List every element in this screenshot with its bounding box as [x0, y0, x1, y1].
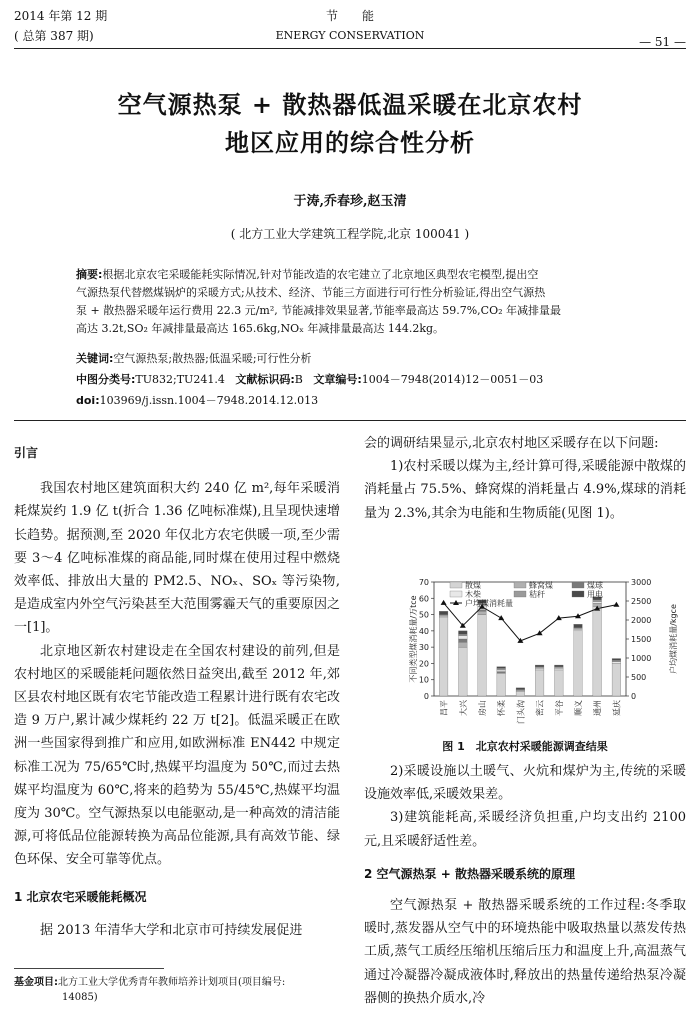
- bar-segment: [535, 668, 544, 670]
- bar-segment: [612, 662, 621, 664]
- category-label: 顺义: [574, 700, 583, 716]
- doc-code-label: 文献标识码:: [235, 373, 295, 386]
- category-label: 密云: [535, 700, 545, 716]
- bar-segment: [458, 639, 467, 642]
- clc-label: 中图分类号:: [76, 373, 136, 386]
- category-label: 平谷: [554, 700, 564, 716]
- bar-segment: [458, 634, 467, 636]
- left-column: [14, 442, 340, 942]
- bar-segment: [554, 665, 563, 667]
- legend-swatch: [572, 591, 584, 597]
- bar-segment: [574, 629, 583, 631]
- right-tick-label: 1500: [631, 635, 652, 644]
- right-tick-label: 3000: [631, 578, 652, 587]
- bar-segment: [497, 667, 506, 669]
- article-number-value: 1004－7948(2014)12－0051－03: [361, 373, 544, 386]
- section-1-heading: 1 北京农宅采暖能耗概况: [14, 889, 147, 904]
- intro-heading: 引言: [14, 446, 39, 460]
- keywords-label: 关键词:: [76, 352, 114, 365]
- affiliation: ( 北方工业大学建筑工程学院,北京 100041 ): [230, 227, 470, 241]
- funding-footnote: [14, 975, 344, 1005]
- legend-label: 木柴: [465, 590, 481, 599]
- bar-segment: [535, 667, 544, 669]
- right-tick-label: 1000: [631, 654, 652, 663]
- keywords: [76, 350, 636, 368]
- header-rule: [14, 48, 686, 49]
- category-label: 昌平: [439, 700, 449, 716]
- figure-1-caption: 图 1 北京农村采暖能源调查结果: [442, 740, 608, 753]
- figure-1-chart: [364, 578, 686, 740]
- legend-swatch: [572, 582, 584, 588]
- abstract-line1: 根据北京农宅采暖能耗实际情况,针对节能改造的农宅建立了北京地区典型农宅模型,提出空: [102, 268, 539, 281]
- right-tick-label: 0: [631, 692, 637, 701]
- right-item-1: 1)农村采暖以煤为主,经计算可得,采暖能源中散煤的消耗量占 75.5%、蜂窝煤的消耗量占 4.9%,煤球的消耗量为 2.3%,其余为电能和生物质能(见图 1)。: [364, 459, 686, 521]
- bar-segment: [593, 600, 602, 602]
- legend-label: 散煤: [465, 581, 481, 590]
- category-label: 怀柔: [497, 700, 507, 716]
- doi-value: 103969/j.issn.1004－7948.2014.12.013: [99, 394, 319, 407]
- intro-paragraph-2: 北京地区新农村建设走在全国农村建设的前列,但是农村地区的采暖能耗问题依然日益突出,截至 2012 年,郊区县农村地区既有农宅节能改造工程累计进行既有农宅改造 9 万户,累计减少煤耗约 22 万 t[2]。低温采暖正在欧洲一些国家得到推广和应用,如欧洲标准 EN442 中规定标准工况为 75/65℃时,热媒平均温度为 50℃,而过去热媒平均温度为 60℃,将来的趋势为 55/45℃,热媒平均温度为 30℃。空气源热泵以电能驱动,是一种高效的清洁能源,可将低品位能源转换为高品位能源,具有高效节能、绿色环保、安全可靠等优点。: [14, 643, 340, 868]
- legend-label: 户均煤消耗量: [465, 599, 513, 608]
- left-tick-label: 20: [418, 659, 429, 669]
- funding-label: 基金项目:: [14, 977, 58, 988]
- bar-segment: [439, 611, 448, 614]
- bar-segment: [458, 647, 467, 696]
- line-point: [613, 602, 619, 607]
- page-number: — 51 —: [639, 35, 686, 49]
- abstract-label: 摘要:: [76, 268, 103, 281]
- bar-segment: [497, 670, 506, 672]
- section-2-paragraph: 空气源热泵 + 散热器采暖系统的工作过程:冬季取暖时,蒸发器从空气中的环境热能中吸取热量以蒸发传热工质,蒸气工质经压缩机压缩后压力和温度上升,高温蒸气通过冷凝器冷凝成液体时,释放出的热量传递给热泵冷凝器侧的换热介质水,冷: [364, 898, 686, 1006]
- left-axis-label: 不同类型煤消耗量/万tce: [409, 595, 418, 683]
- category-label: 通州: [593, 700, 603, 716]
- line-series: [444, 603, 617, 641]
- category-label: 门头沟: [516, 700, 526, 724]
- bar-segment: [439, 618, 448, 696]
- legend-swatch: [514, 591, 526, 597]
- doi: [76, 392, 636, 410]
- journal-issue: 2014 年第 12 期: [14, 9, 108, 23]
- line-point: [441, 600, 447, 605]
- bar-segment: [554, 670, 563, 696]
- clc-value: TU832;TU241.4: [135, 373, 225, 386]
- right-item-2: 2)采暖设施以土暖气、火炕和煤炉为主,传统的采暖设施效率低,采暖效果差。: [364, 764, 686, 803]
- bar-segment: [574, 631, 583, 696]
- left-tick-label: 70: [418, 578, 429, 587]
- bar-segment: [612, 663, 621, 696]
- funding-text: 北方工业大学优秀青年教师培养计划项目(项目编号:: [58, 977, 286, 988]
- bar-segment: [535, 665, 544, 667]
- left-tick-label: 10: [418, 675, 429, 685]
- section-1-paragraph: 据 2013 年清华大学和北京市可持续发展促进: [40, 922, 303, 938]
- bar-segment: [478, 611, 487, 614]
- paper-title-line1: 空气源热泵 + 散热器低温采暖在北京农村: [117, 90, 583, 119]
- legend-swatch: [514, 582, 526, 588]
- bar-segment: [458, 642, 467, 647]
- right-tick-label: 2000: [631, 616, 652, 625]
- bar-segment: [516, 689, 525, 691]
- bar-segment: [593, 606, 602, 696]
- paper-title-line2: 地区应用的综合性分析: [225, 128, 475, 157]
- bar-segment: [574, 624, 583, 627]
- footnote-rule: [14, 968, 164, 969]
- bar-segment: [612, 659, 621, 661]
- section-2-heading: 2 空气源热泵 + 散热器采暖系统的原理: [364, 866, 575, 881]
- bar-segment: [439, 616, 448, 618]
- bar-segment: [458, 636, 467, 639]
- right-tick-label: 500: [631, 673, 647, 682]
- category-label: 延庆: [612, 700, 622, 716]
- legend-swatch: [450, 591, 462, 597]
- bar-segment: [554, 668, 563, 670]
- journal-name-en: ENERGY CONSERVATION: [275, 29, 425, 42]
- intro-paragraph-1: 我国农村地区建筑面积大约 240 亿 m²,每年采暖消耗煤炭约 1.9 亿 t(折合 1.36 亿吨标准煤),且呈现快速增长趋势。据预测,至 2020 年仅北方农宅供暖一项,至少需要 3～4 亿吨标准煤的商品能,同时煤在使用过程中燃烧效率低、排放出大量的 PM2.5、NOₓ、SOₓ 等污染物,是造成室内外空气污染甚至大范围雾霾天气的重要原因之一[1]。: [14, 481, 340, 636]
- right-column-top: [364, 432, 686, 525]
- legend-label: 秸秆: [529, 590, 545, 599]
- category-label: 大兴: [458, 700, 468, 716]
- legend-swatch: [450, 582, 462, 588]
- category-label: 房山: [478, 700, 487, 716]
- authors: 于涛,乔春珍,赵玉清: [293, 194, 407, 209]
- bar-segment: [497, 673, 506, 696]
- bar-segment: [497, 672, 506, 674]
- abstract-rule: [14, 420, 686, 421]
- abstract-line2: 气源热泵代替燃煤锅炉的采暖方式;从技术、经济、节能三方面进行可行性分析验证,得出空气源热: [76, 286, 546, 299]
- legend-label: 煤球: [587, 581, 603, 590]
- left-tick-label: 0: [423, 692, 429, 701]
- bar-segment: [516, 688, 525, 690]
- abstract-line3: 泵 + 散热器采暖年运行费用 22.3 元/m², 节能减排效果显著,节能率最高达 59.7%,CO₂ 年减排量最: [76, 304, 562, 317]
- left-tick-label: 30: [418, 643, 429, 653]
- bar-segment: [535, 670, 544, 696]
- keywords-text: 空气源热泵;散热器;低温采暖;可行性分析: [113, 352, 312, 365]
- left-tick-label: 60: [418, 594, 429, 604]
- line-point: [498, 615, 504, 620]
- funding-text-2: 14085): [62, 992, 98, 1003]
- journal-issue-total: ( 总第 387 期): [14, 29, 94, 43]
- bar-segment: [593, 602, 602, 604]
- abstract: [76, 266, 624, 338]
- right-paragraph-top: 会的调研结果显示,北京农村地区采暖存在以下问题:: [364, 436, 659, 451]
- bar-segment: [478, 615, 487, 696]
- left-tick-label: 50: [418, 610, 429, 620]
- bar-segment: [439, 615, 448, 617]
- bar-segment: [497, 668, 506, 670]
- doc-code-value: B: [294, 373, 303, 386]
- bar-segment: [612, 660, 621, 662]
- abstract-line4: 高达 3.2t,SO₂ 年减排量最高达 165.6kg,NOₓ 年减排量最高达 144.2kg。: [76, 322, 445, 335]
- doi-label: doi:: [76, 394, 100, 407]
- journal-name-cn: 节 能: [325, 9, 374, 23]
- bar-segment: [516, 691, 525, 696]
- classification: [76, 371, 636, 389]
- bar-segment: [554, 667, 563, 669]
- right-column-bottom: [364, 760, 686, 1010]
- bar-segment: [458, 631, 467, 634]
- bar-segment: [574, 628, 583, 630]
- right-item-3: 3)建筑能耗高,采暖经济负担重,户均支出约 2100 元,且采暖舒适性差。: [364, 810, 686, 849]
- legend-label: 用电: [587, 590, 603, 599]
- right-tick-label: 2500: [631, 597, 652, 606]
- right-axis-label: 户均煤消耗量/kgce: [669, 604, 678, 674]
- legend-label: 蜂窝煤: [529, 581, 553, 590]
- left-tick-label: 40: [418, 626, 429, 636]
- article-number-label: 文章编号:: [313, 373, 362, 386]
